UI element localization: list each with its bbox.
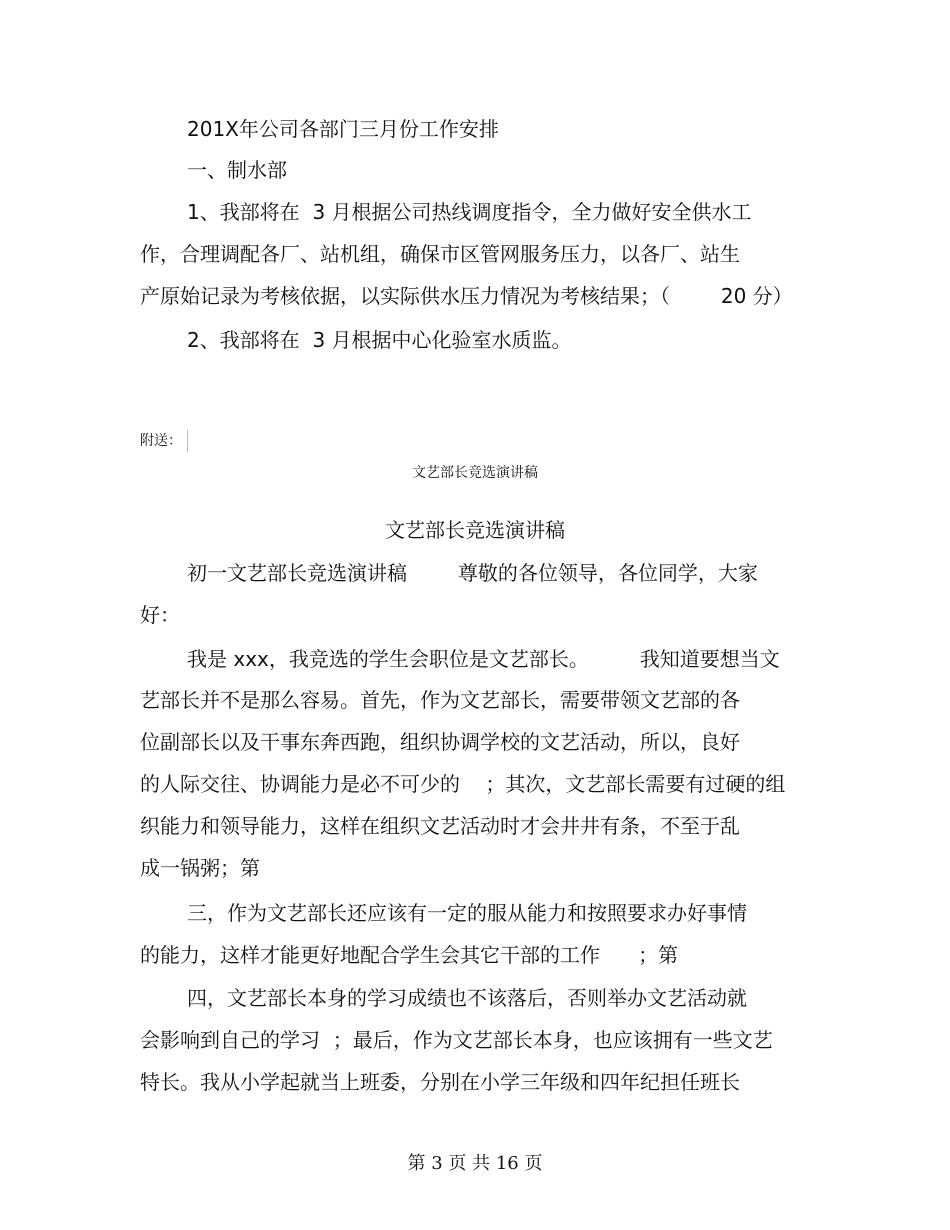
paragraph-line: 作，合理调配各厂、站机组，确保市区管网服务压力，以各厂、站生 — [140, 242, 740, 266]
paragraph-line: 会影响到自己的学习 ；最后，作为文艺部长本身，也应该拥有一些文艺 — [140, 1028, 773, 1052]
page-footer: 第 3 页 共 16 页 — [407, 1153, 543, 1174]
paragraph-line: 1、我部将在 3 月根据公司热线调度指令，全力做好安全供水工 — [187, 200, 752, 224]
paragraph-line: 艺部长并不是那么容易。首先，作为文艺部长，需要带领文艺部的各 — [140, 688, 740, 712]
speech-title: 文艺部长竞选演讲稿 — [385, 518, 565, 542]
paragraph-line: 位副部长以及干事东奔西跑，组织协调学校的文艺活动，所以，良好 — [140, 730, 740, 754]
appendix-label: 附送： — [140, 433, 182, 449]
document-title: 201X年公司各部门三月份工作安排 — [187, 117, 499, 141]
paragraph-line: 2、我部将在 3 月根据中心化验室水质监。 — [187, 328, 572, 352]
paragraph-line: 四，文艺部长本身的学习成绩也不该落后，否则举办文艺活动就 — [187, 986, 747, 1010]
paragraph-line: 好： — [140, 603, 180, 627]
appendix-small-title: 文艺部长竞选演讲稿 — [412, 465, 538, 481]
paragraph-line: 我是 xxx，我竞选的学生会职位是文艺部长。 我知道要想当文 — [187, 647, 780, 671]
divider — [187, 430, 188, 452]
paragraph-line: 的人际交往、协调能力是必不可少的 ；其次，文艺部长需要有过硬的组 — [140, 772, 786, 796]
section-heading: 一、制水部 — [187, 158, 287, 182]
paragraph-line: 的能力，这样才能更好地配合学生会其它干部的工作 ；第 — [140, 943, 679, 967]
paragraph-line: 成一锅粥；第 — [140, 856, 260, 880]
paragraph-line: 三，作为文艺部长还应该有一定的服从能力和按照要求办好事情 — [187, 901, 747, 925]
paragraph-line: 特长。我从小学起就当上班委，分别在小学三年级和四年纪担任班长 — [140, 1070, 740, 1094]
paragraph-line: 初一文艺部长竞选演讲稿 尊敬的各位领导，各位同学，大家 — [187, 561, 758, 585]
paragraph-line: 织能力和领导能力，这样在组织文艺活动时才会井井有条，不至于乱 — [140, 814, 740, 838]
paragraph-line: 产原始记录为考核依据，以实际供水压力情况为考核结果；（ 20 分） — [140, 284, 793, 308]
